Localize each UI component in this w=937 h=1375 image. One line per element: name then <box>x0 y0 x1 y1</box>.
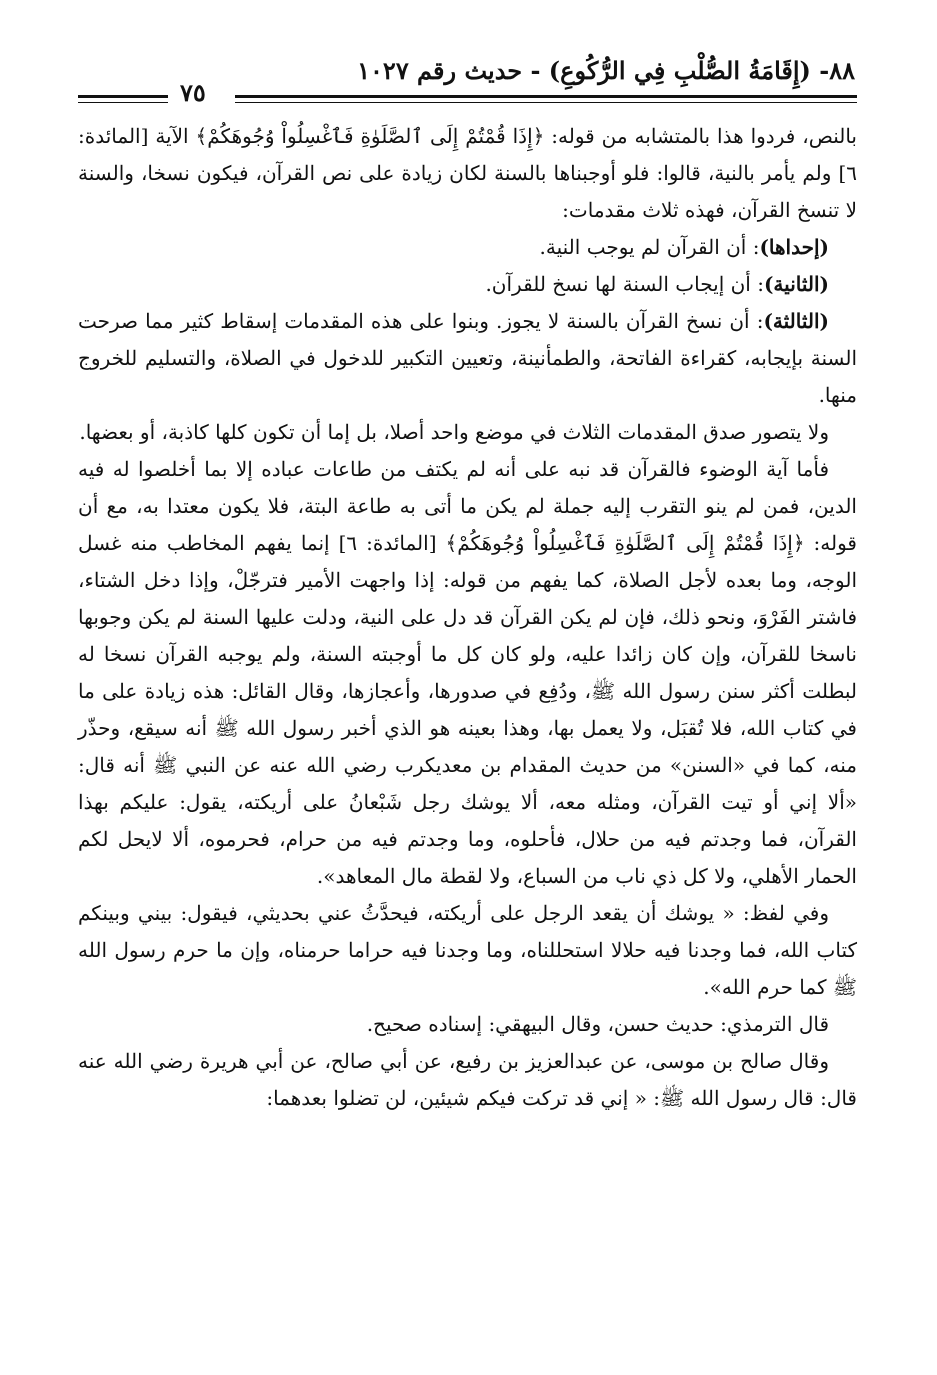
chapter-title: ٨٨- (إِقَامَةُ الصُّلْبِ فِي الرُّكُوعِ) - حديث رقم ١٠٢٧ <box>357 56 855 85</box>
premise-text: : أن إيجاب السنة لها نسخ للقرآن. <box>485 272 764 296</box>
premise-label: (إحداها) <box>759 235 829 259</box>
premise-text: : أن القرآن لم يوجب النية. <box>539 235 760 259</box>
paragraph: ولا يتصور صدق المقدمات الثلاث في موضع واحد أصلا، بل إما أن تكون كلها كاذبة، أو بعضها. <box>79 420 829 444</box>
premise-first <box>78 229 857 266</box>
header-rule-long <box>235 95 857 103</box>
paragraph: وفي لفظ: « يوشك أن يقعد الرجل على أريكته، فيحدَّثُ عني بحديثي، فيقول: بيني وبينكم كتاب الله، فما وجدنا فيه حلالا استحللناه، وما وجدنا فيه حراما حرمناه، وإن ما حرم رسول الله ﷺ كما حرم الله». <box>78 901 857 999</box>
paragraph: بالنص، فردوا هذا بالمتشابه من قوله: ﴿إِذَا قُمْتُمْ إِلَى ٱلصَّلَوٰةِ فَٱغْسِلُواْ وُجُوهَكُمْ﴾ الآية [المائدة: ٦] ولم يأمر بالنية، قالوا: فلو أوجبناها بالسنة لكان زيادة على نص القرآن، فيكون نسخا، والسنة لا تنسخ القرآن، فهذه ثلاث مقدمات: <box>78 124 857 222</box>
paragraph: قال الترمذي: حديث حسن، وقال البيهقي: إسناده صحيح. <box>366 1012 829 1036</box>
premise-label: (الثانية) <box>763 272 829 296</box>
paragraph: وقال صالح بن موسى، عن عبدالعزيز بن رفيع، عن أبي صالح، عن أبي هريرة رضي الله عنه قال: قال رسول الله ﷺ: « إني قد تركت فيكم شيئين، لن تضلوا بعدهما: <box>78 1049 857 1110</box>
page-number: ٧٥ <box>180 78 206 107</box>
premise-label: (الثالثة) <box>763 309 829 333</box>
premise-second <box>78 266 857 303</box>
body-text <box>78 118 857 1117</box>
premise-text: : أن نسخ القرآن بالسنة لا يجوز. وبنوا على هذه المقدمات إسقاط كثير مما صرحت السنة بإيجابه، كقراءة الفاتحة، والطمأنينة، وتعيين التكبير للدخول في الصلاة، والتسليم للخروج منها. <box>78 309 857 407</box>
premise-third <box>78 303 857 414</box>
header-rule-short <box>78 95 168 103</box>
paragraph: فأما آية الوضوء فالقرآن قد نبه على أنه لم يكتف من طاعات عباده إلا بما أخلصوا له فيه الدين، فمن لم ينو التقرب إليه جملة لم يكن ما أتى به طاعة البتة، فلا يكون معتدا به، مع أن قوله: ﴿إِذَا قُمْتُمْ إِلَى ٱلصَّلَوٰةِ فَٱغْسِلُواْ وُجُوهَكُمْ﴾ [المائدة: ٦] إنما يفهم المخاطب منه غسل الوجه، وما بعده لأجل الصلاة، كما يفهم من قوله: إذا واجهت الأمير فترجّلْ، وإذا دخل الشتاء، فاشتر الفَرْوَ، ونحو ذلك، فإن لم يكن القرآن قد دل على النية، ودلت عليها السنة لم يكن وجوبها ناسخا للقرآن، وإن كان زائدا عليه، ولو كان كل ما أوجبته السنة، ولم يوجبه القرآن نسخا له لبطلت أكثر سنن رسول الله ﷺ، ودُفِع في صدورها، وأعجازها، وقال القائل: هذه زيادة على ما في كتاب الله، فلا تُقبَل، ولا يعمل بها، وهذا بعينه هو الذي أخبر رسول الله ﷺ أنه سيقع، وحذّر منه، كما في «السنن» من حديث المقدام بن معديكرب رضي الله عنه عن النبي ﷺ أنه قال: «ألا إني أو تيت القرآن، ومثله معه، ألا يوشك رجل شَبْعانُ على أريكته، يقول: عليكم بهذا القرآن، فما وجدتم فيه من حلال، فأحلوه، وما وجدتم فيه من حرام، فحرموه، ألا لايحل لكم الحمار الأهلي، ولا كل ذي ناب من السباع، ولا لقطة مال المعاهد». <box>78 457 858 888</box>
running-header <box>78 48 857 118</box>
